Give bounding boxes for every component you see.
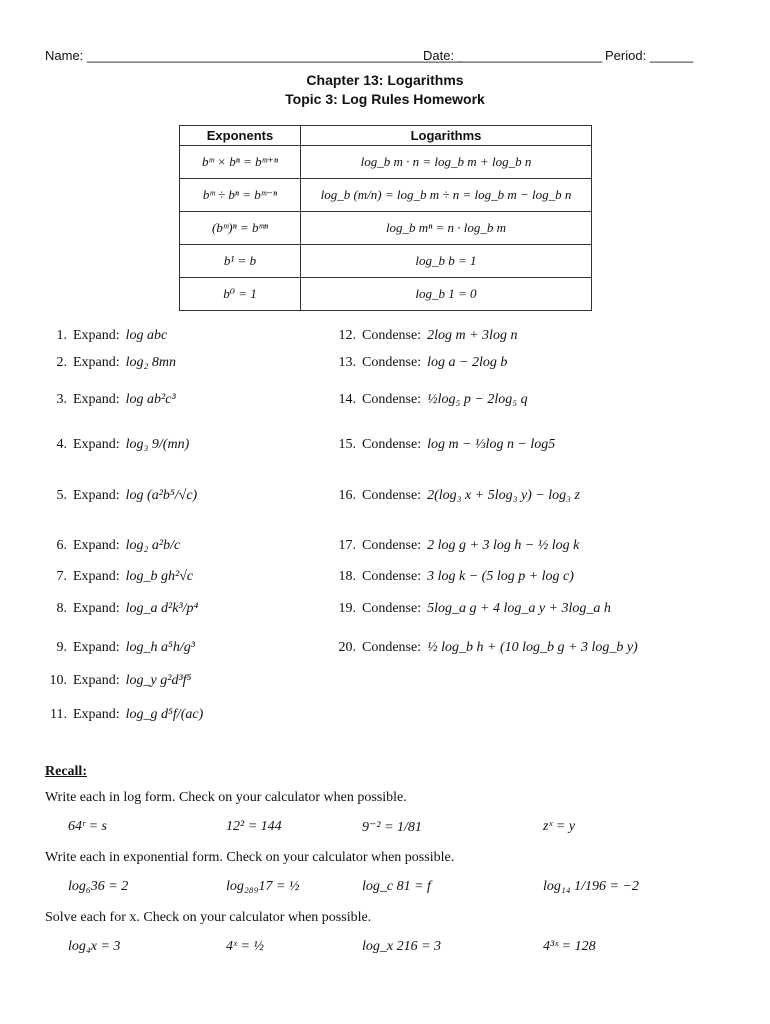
period-field: Period: ______: [605, 48, 694, 63]
exponent-rule-quotient: bᵐ ÷ bⁿ = bᵐ⁻ⁿ: [180, 179, 301, 212]
chapter-title: Chapter 13: Logarithms: [306, 72, 464, 88]
log-rule-power: log_b mⁿ = n · log_b m: [301, 212, 592, 245]
problem-6: 6. Expand: log₂ a²b/c: [56, 538, 181, 553]
log-rule-product: log_b m · n = log_b m + log_b n: [301, 146, 592, 179]
problem-12: 12. Condense: 2log m + 3log n: [338, 328, 518, 343]
exponents-header: Exponents: [180, 126, 301, 146]
problem-19: 19. Condense: 5log_a g + 4 log_a y + 3log_a h: [338, 601, 611, 616]
problem-5: 5. Expand: log (a²b⁵/√c): [56, 488, 198, 503]
problem-15: 15. Condense: log m − ⅓log n − log5: [338, 437, 556, 452]
recall-item: 12² = 144: [226, 819, 282, 834]
topic-title: Topic 3: Log Rules Homework: [285, 91, 485, 107]
problem-17: 17. Condense: 2 log g + 3 log h − ½ log k: [338, 538, 580, 553]
log-rules-table: [179, 125, 592, 311]
problem-10: 10. Expand: log_y g²d³f⁵: [49, 673, 192, 688]
problem-20: 20. Condense: ½ log_b h + (10 log_b g + 3 log_b y): [338, 640, 638, 655]
problem-3: 3. Expand: log ab²c³: [56, 392, 176, 407]
recall-item: log_c 81 = f: [362, 879, 431, 894]
exponent-rule-power: (bᵐ)ⁿ = bᵐⁿ: [180, 212, 301, 245]
recall-item: zˣ = y: [543, 819, 576, 834]
problem-18: 18. Condense: 3 log k − (5 log p + log c): [338, 569, 574, 584]
logarithms-header: Logarithms: [301, 126, 592, 146]
problem-13: 13. Condense: log a − 2log b: [338, 355, 508, 370]
recall-item: 4³ˣ = 128: [543, 939, 596, 954]
log-form-instruction: Write each in log form. Check on your calculator when possible.: [45, 790, 407, 805]
recall-item: 9⁻² = 1/81: [362, 820, 422, 835]
date-field: Date: ____________________: [423, 48, 603, 63]
problem-11: 11. Expand: log_g d⁵f/(ac): [50, 707, 204, 722]
recall-item: log_x 216 = 3: [362, 939, 442, 954]
problem-1: 1. Expand: log abc: [56, 328, 168, 343]
problem-9: 9. Expand: log_h a⁵h/g³: [56, 640, 195, 655]
exponential-form-instruction: Write each in exponential form. Check on your calculator when possible.: [45, 850, 455, 865]
problem-4: 4. Expand: log₃ 9/(mn): [56, 437, 190, 452]
recall-item: 64ʳ = s: [68, 819, 108, 834]
log-rule-quotient: log_b (m/n) = log_b m ÷ n = log_b m − log_b n: [301, 179, 592, 212]
log-rule-zero: log_b 1 = 0: [301, 278, 592, 311]
recall-item: log₄x = 3: [68, 939, 121, 954]
name-field: Name: ____________________________________________________: [45, 48, 463, 63]
recall-item: log₆36 = 2: [68, 879, 129, 894]
exponent-rule-product: bᵐ × bⁿ = bᵐ⁺ⁿ: [180, 146, 301, 179]
recall-item: 4ˣ = ½: [226, 939, 264, 954]
problem-8: 8. Expand: log_a d²k³/p⁴: [56, 601, 199, 616]
exponent-rule-zero: b⁰ = 1: [180, 278, 301, 311]
problem-14: 14. Condense: ½log₅ p − 2log₅ q: [338, 392, 528, 407]
problem-7: 7. Expand: log_b gh²√c: [56, 569, 194, 584]
recall-heading: Recall:: [45, 764, 87, 779]
problem-2: 2. Expand: log₂ 8mn: [56, 355, 177, 370]
solve-instruction: Solve each for x. Check on your calculator when possible.: [45, 910, 372, 925]
problem-16: 16. Condense: 2(log₃ x + 5log₃ y) − log₃ z: [338, 488, 580, 503]
recall-item: log₁₄ 1/196 = −2: [543, 879, 639, 894]
log-rule-identity: log_b b = 1: [301, 245, 592, 278]
exponent-rule-one: b¹ = b: [180, 245, 301, 278]
recall-item: log₂₈₉17 = ½: [226, 879, 300, 894]
